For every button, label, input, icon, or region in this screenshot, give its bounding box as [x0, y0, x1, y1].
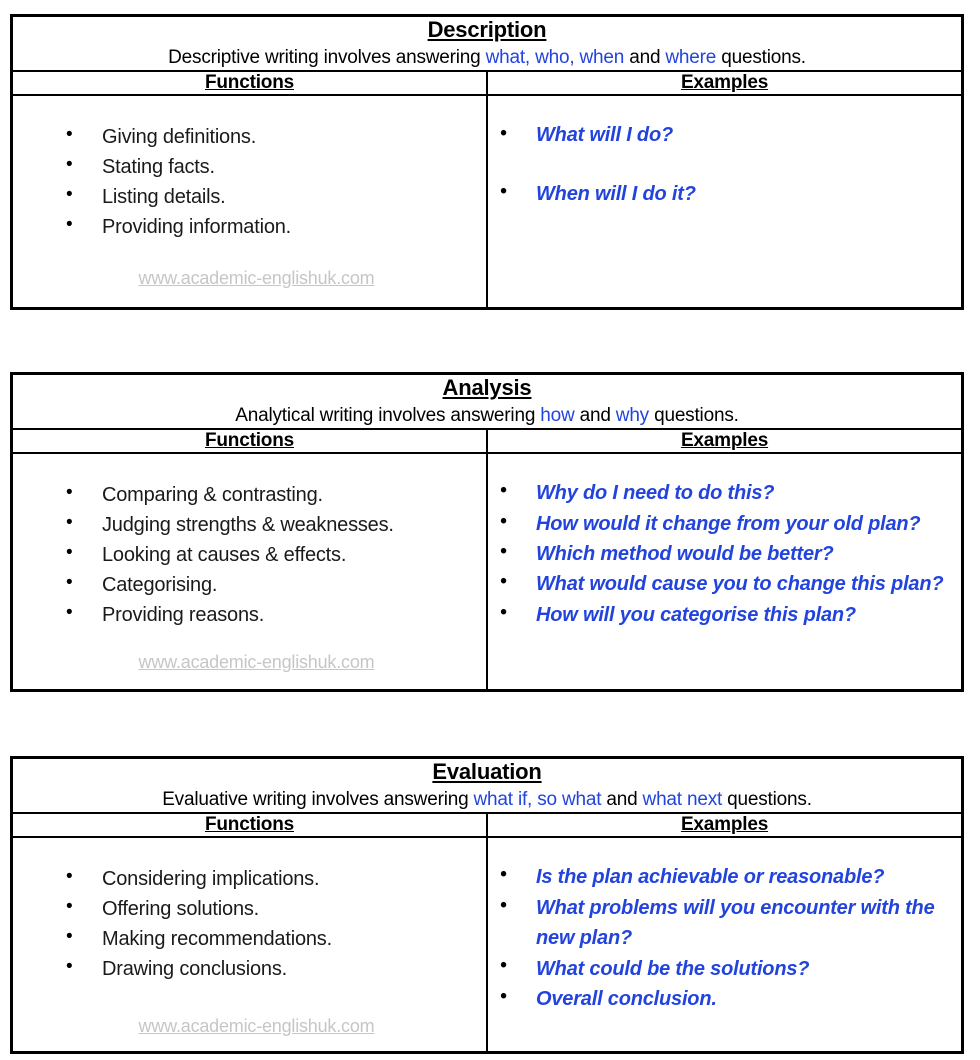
table-title-row — [12, 16, 963, 72]
examples-cell — [487, 453, 963, 691]
subtitle-keyword-1: how — [540, 404, 575, 426]
evaluation-table — [10, 756, 964, 1054]
evaluation-title-cell — [12, 758, 963, 814]
description-subtitle — [13, 46, 961, 70]
column-header-examples: Examples — [487, 71, 963, 95]
subtitle-keyword-1: what, who, when — [485, 46, 625, 68]
list-item: • Why do I need to do this? — [500, 478, 951, 508]
subtitle-part1: Evaluative writing involves answering — [162, 789, 474, 811]
page-title: Analysis — [442, 375, 532, 401]
list-item: • Providing reasons. — [66, 600, 478, 630]
list-item: • Drawing conclusions. — [66, 954, 478, 984]
list-item: • How would it change from your old plan? — [500, 509, 951, 539]
functions-list — [13, 838, 486, 984]
functions-cell — [12, 95, 488, 309]
table-title-row — [12, 758, 963, 814]
list-item: • Judging strengths & weaknesses. — [66, 510, 478, 540]
evaluation-subtitle — [13, 788, 961, 812]
list-item: • What could be the solutions? — [500, 954, 951, 984]
subtitle-part2: questions. — [722, 789, 812, 811]
subtitle-mid: and — [624, 46, 666, 68]
watermark: www.academic-englishuk.com — [138, 1016, 375, 1037]
examples-list — [488, 96, 961, 209]
analysis-subtitle — [13, 404, 961, 428]
list-item: • Making recommendations. — [66, 924, 478, 954]
table-body-row — [12, 453, 963, 691]
column-header-functions: Functions — [12, 813, 488, 837]
subtitle-mid: and — [601, 789, 643, 811]
analysis-table — [10, 372, 964, 692]
column-header-functions: Functions — [12, 71, 488, 95]
subtitle-keyword-2: what next — [642, 789, 723, 811]
list-item: • Overall conclusion. — [500, 984, 951, 1014]
watermark: www.academic-englishuk.com — [138, 268, 375, 289]
subtitle-part1: Descriptive writing involves answering — [168, 46, 486, 68]
column-header-row — [12, 813, 963, 837]
description-title-cell — [12, 16, 963, 72]
analysis-title-cell — [12, 374, 963, 430]
column-header-row — [12, 429, 963, 453]
subtitle-part2: questions. — [716, 46, 806, 68]
column-header-row — [12, 71, 963, 95]
examples-cell — [487, 95, 963, 309]
list-item: • Which method would be better? — [500, 539, 951, 569]
list-item: • What would cause you to change this plan? — [500, 569, 951, 599]
list-item: • Categorising. — [66, 570, 478, 600]
list-item: • Is the plan achievable or reasonable? — [500, 862, 951, 892]
subtitle-part2: questions. — [649, 404, 739, 426]
page-title: Description — [427, 17, 547, 42]
list-item: • Considering implications. — [66, 864, 478, 894]
list-item: • What problems will you encounter with the new plan? — [500, 893, 951, 954]
column-header-examples: Examples — [487, 429, 963, 453]
subtitle-part1: Analytical writing involves answering — [235, 404, 541, 426]
functions-list — [13, 96, 486, 242]
subtitle-keyword-1: what if, so what — [473, 789, 602, 811]
list-item: • Offering solutions. — [66, 894, 478, 924]
list-item: • When will I do it? — [500, 179, 951, 209]
functions-cell — [12, 453, 488, 691]
list-item: • Listing details. — [66, 182, 478, 212]
list-item: • Stating facts. — [66, 152, 478, 182]
table-body-row — [12, 837, 963, 1053]
functions-cell — [12, 837, 488, 1053]
list-item: • How will you categorise this plan? — [500, 600, 951, 630]
column-header-functions: Functions — [12, 429, 488, 453]
page-title: Evaluation — [432, 759, 542, 785]
examples-cell — [487, 837, 963, 1053]
list-item: • Comparing & contrasting. — [66, 480, 478, 510]
examples-list — [488, 838, 961, 1014]
table-gap-1 — [10, 310, 964, 372]
list-item: • Providing information. — [66, 212, 478, 242]
list-item: • Giving definitions. — [66, 122, 478, 152]
list-item: • What will I do? — [500, 120, 951, 150]
list-item: • Looking at causes & effects. — [66, 540, 478, 570]
functions-list — [13, 454, 486, 630]
column-header-examples: Examples — [487, 813, 963, 837]
table-gap-2 — [10, 692, 964, 756]
examples-list — [488, 454, 961, 630]
subtitle-keyword-2: why — [615, 404, 649, 426]
table-body-row — [12, 95, 963, 309]
watermark: www.academic-englishuk.com — [138, 652, 375, 673]
description-table — [10, 14, 964, 310]
subtitle-keyword-2: where — [665, 46, 717, 68]
subtitle-mid: and — [574, 404, 616, 426]
table-title-row — [12, 374, 963, 430]
